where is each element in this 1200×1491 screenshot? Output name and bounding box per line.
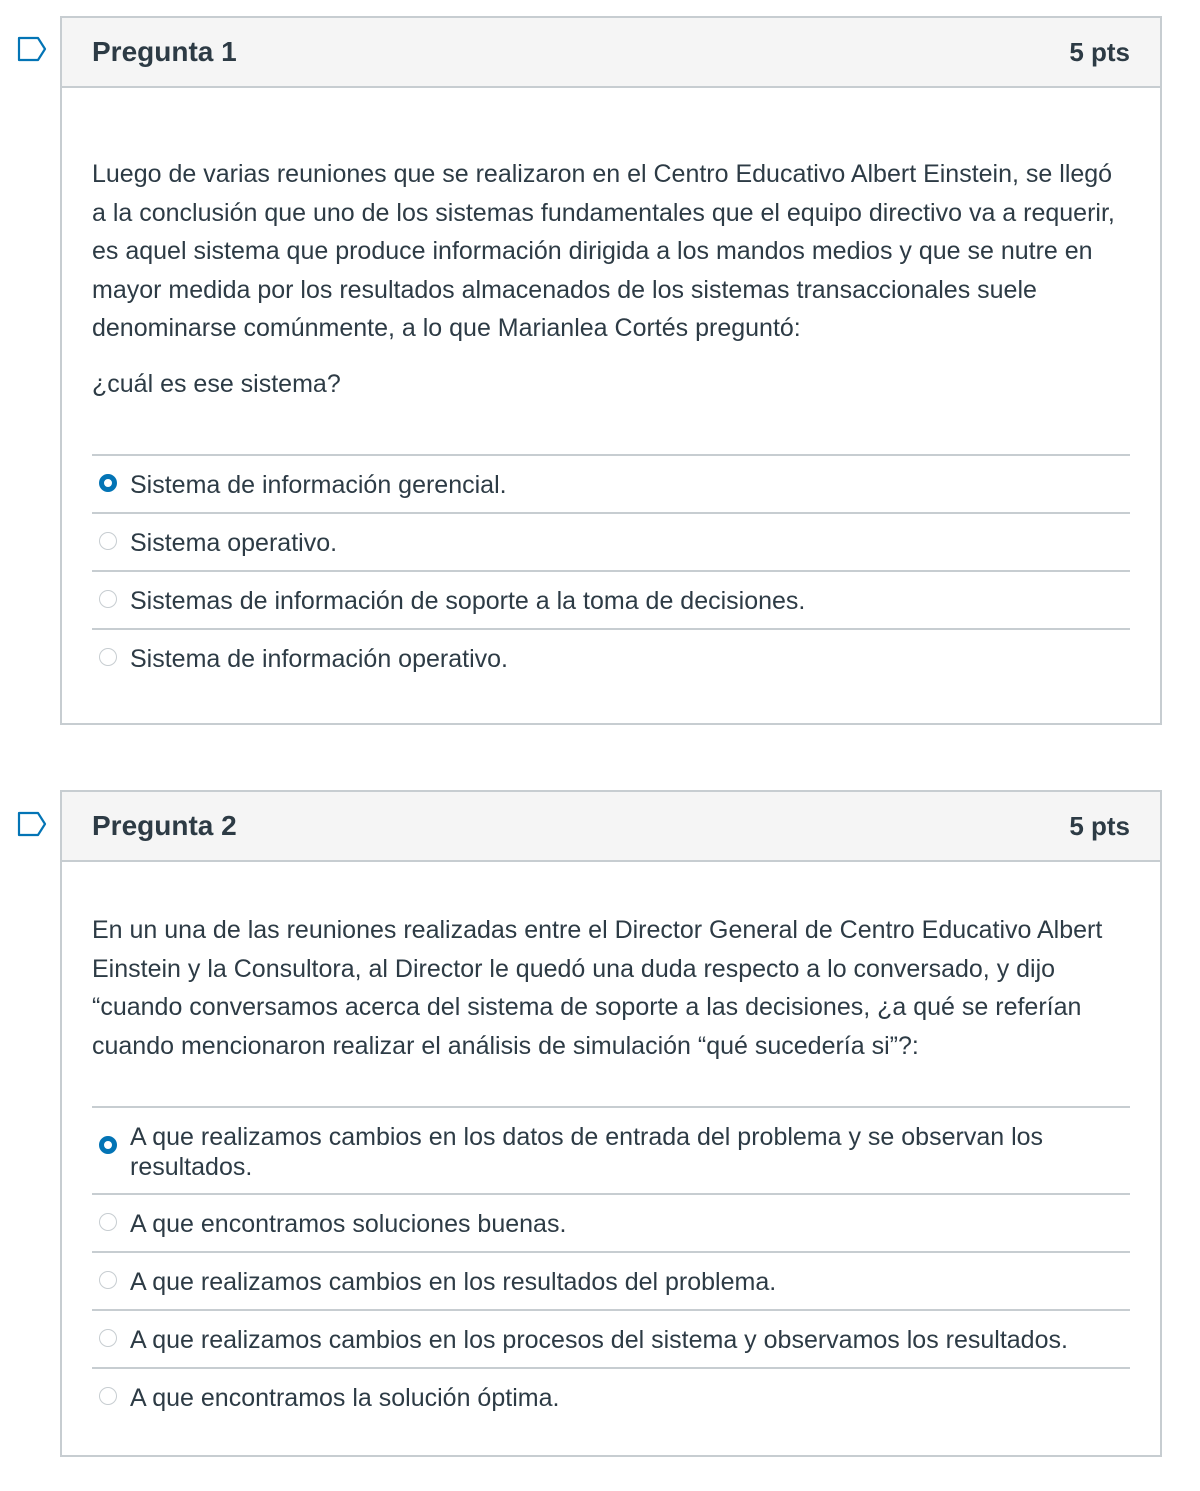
question-text: En un una de las reuniones realizadas entre el Director General de Centro Educativo Albert Einstein y la Consultora, al Director le quedó una duda respecto a lo conversado, y dijo “cuando conversamos acerca del sistema de soporte a las decisiones, ¿a qué se referían cuando mencionaron realizar el análisis de simulación “qué sucedería si”?: (92, 916, 1103, 1060)
answer-option[interactable] (92, 1253, 1130, 1311)
answer-option[interactable] (92, 1108, 1130, 1195)
answer-label: A que realizamos cambios en los resultados del problema. (130, 1268, 777, 1296)
question-text: Luego de varias reuniones que se realizaron en el Centro Educativo Albert Einstein, se llegó a la conclusión que uno de los sistemas fundamentales que el equipo directivo va a requerir, es aquel sistema que produce información dirigida a los mandos medios y que se nutre en mayor medida por los resultados almacenados de los sistemas transaccionales suele denominarse comúnmente, a lo que Marianlea Cortés preguntó: (92, 160, 1115, 342)
radio-selected-icon[interactable] (99, 1136, 117, 1154)
answer-option[interactable] (92, 572, 1130, 630)
radio-unselected-icon[interactable] (99, 590, 117, 608)
question-header (62, 792, 1160, 862)
question-points: 5 pts (1069, 36, 1130, 67)
question-card (60, 790, 1162, 1457)
answer-option[interactable] (92, 1369, 1130, 1427)
question-prompt: ¿cuál es ese sistema? (92, 369, 341, 398)
question-body (62, 862, 1160, 1427)
flag-question-icon[interactable] (17, 36, 47, 62)
answer-option[interactable] (92, 1311, 1130, 1369)
answer-list (92, 1106, 1130, 1427)
question-title: Pregunta 2 (92, 810, 237, 841)
radio-unselected-icon[interactable] (99, 648, 117, 666)
answer-list (92, 454, 1130, 688)
answer-label: Sistema de información gerencial. (130, 471, 507, 499)
answer-label: A que encontramos la solución óptima. (130, 1384, 560, 1412)
radio-unselected-icon[interactable] (99, 1387, 117, 1405)
question-title: Pregunta 1 (92, 36, 237, 67)
question-points: 5 pts (1069, 810, 1130, 841)
radio-unselected-icon[interactable] (99, 1329, 117, 1347)
radio-unselected-icon[interactable] (99, 1271, 117, 1289)
answer-label: A que encontramos soluciones buenas. (130, 1210, 567, 1238)
answer-label: Sistema de información operativo. (130, 645, 508, 673)
flag-question-icon[interactable] (17, 811, 47, 837)
answer-label: A que realizamos cambios en los datos de entrada del problema y se observan los resultados. (130, 1123, 1044, 1181)
answer-option[interactable] (92, 1195, 1130, 1253)
radio-unselected-icon[interactable] (99, 532, 117, 550)
answer-option[interactable] (92, 514, 1130, 572)
question-card (60, 16, 1162, 725)
answer-label: Sistemas de información de soporte a la toma de decisiones. (130, 587, 806, 615)
answer-option[interactable] (92, 630, 1130, 688)
question-body (62, 88, 1160, 688)
answer-option[interactable] (92, 456, 1130, 514)
question-header (62, 18, 1160, 88)
radio-selected-icon[interactable] (99, 474, 117, 492)
answer-label: Sistema operativo. (130, 529, 338, 557)
answer-label: A que realizamos cambios en los procesos del sistema y observamos los resultados. (130, 1326, 1068, 1354)
radio-unselected-icon[interactable] (99, 1213, 117, 1231)
